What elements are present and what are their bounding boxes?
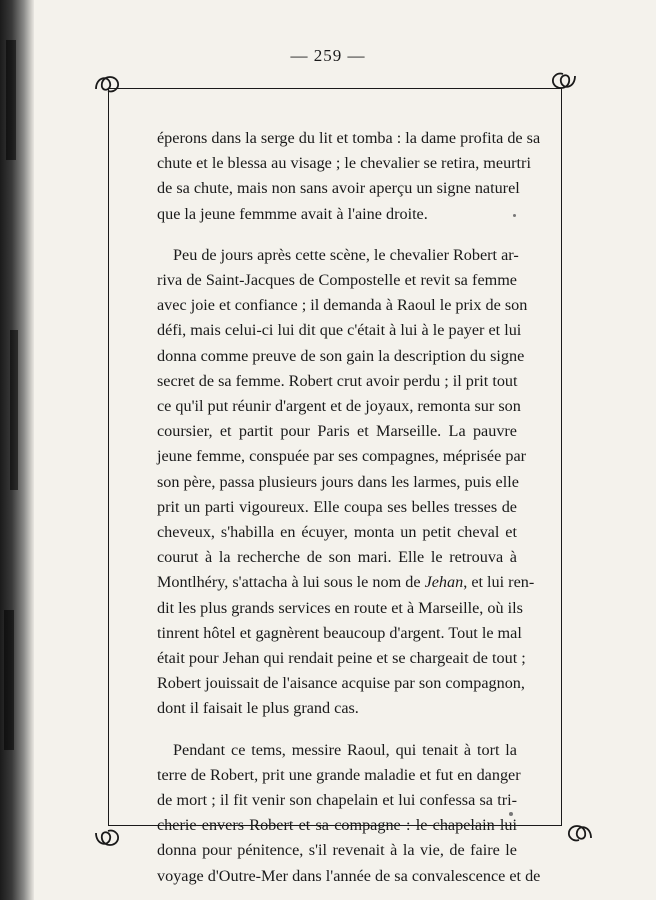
paragraph: [157, 243, 535, 722]
text-line: cheveux, s'habilla en écuyer, monta un petit cheval et: [157, 523, 517, 542]
emphasized-name: Jehan: [424, 573, 464, 592]
text-line: jeune femme, conspuée par ses compagnes, méprisée par: [157, 447, 527, 466]
paragraph: [157, 126, 541, 227]
text-line: voyage d'Outre-Mer dans l'année de sa convalescence et de: [157, 866, 541, 885]
flourish-ornament-icon: [565, 820, 595, 850]
text-line: donna comme preuve de son gain la description du signe: [157, 346, 525, 365]
flourish-ornament-icon: [549, 64, 579, 94]
text-line: tinrent hôtel et gagnèrent beaucoup d'argent. Tout le mal: [157, 623, 522, 642]
text-line: défi, mais celui-ci lui dit que c'était à lui à le payer et lui: [157, 321, 522, 340]
body-text: [157, 126, 541, 889]
text-line: chute et le blessa au visage ; le chevalier se retira, meurtri: [157, 154, 531, 173]
book-gutter-shadow: [0, 0, 34, 900]
text-line: de sa chute, mais non sans avoir aperçu un signe naturel: [157, 179, 520, 198]
flourish-ornament-icon: [92, 823, 122, 853]
text-line: éperons dans la serge du lit et tomba : la dame profita de sa: [157, 129, 541, 147]
text-line: son père, passa plusieurs jours dans les larmes, puis elle: [157, 472, 519, 491]
text-line: terre de Robert, prit une grande maladie et fut en danger: [157, 765, 521, 784]
text-line: donna pour pénitence, s'il revenait à la vie, de faire le: [157, 841, 517, 860]
text-line: de mort ; il fit venir son chapelain et lui confessa sa tri-: [157, 791, 517, 810]
text-line: ce qu'il put réunir d'argent et de joyaux, remonta sur son: [157, 397, 521, 416]
text-line: que la jeune femmme avait à l'aine droite.: [157, 204, 428, 223]
text-line: coursier, et partit pour Paris et Marseille. La pauvre: [157, 422, 517, 441]
page-number: — 259 —: [290, 46, 366, 65]
gutter-streak: [10, 330, 18, 490]
text-line: secret de sa femme. Robert crut avoir perdu ; il prit tout: [157, 371, 518, 390]
text-line: prit un parti vigoureux. Elle coupa ses belles tresses de: [157, 497, 517, 516]
text-line: cherie envers Robert et sa compagne : le chapelain lui: [157, 816, 517, 835]
text-line: avec joie et confiance ; il demanda à Raoul le prix de son: [157, 296, 528, 315]
text-line: était pour Jehan qui rendait peine et se chargeait de tout ;: [157, 649, 526, 668]
text-line: Montlhéry, s'attacha à lui sous le nom de Jehan, et lui ren-: [157, 573, 535, 592]
flourish-ornament-icon: [92, 69, 122, 99]
text-line: Robert jouissait de l'aisance acquise par son compagnon,: [157, 674, 525, 693]
text-line: riva de Saint-Jacques de Compostelle et revit sa femme: [157, 271, 517, 290]
text-line: dit les plus grands services en route et à Marseille, où ils: [157, 598, 523, 617]
text-line: Peu de jours après cette scène, le chevalier Robert ar-: [173, 245, 519, 264]
text-line: courut à la recherche de son mari. Elle le retrouva à: [157, 548, 517, 567]
gutter-streak: [4, 610, 14, 750]
text-line: dont il faisait le plus grand cas.: [157, 699, 359, 718]
text-line: Pendant ce tems, messire Raoul, qui tenait à tort la: [173, 740, 517, 759]
paragraph: [157, 738, 541, 889]
